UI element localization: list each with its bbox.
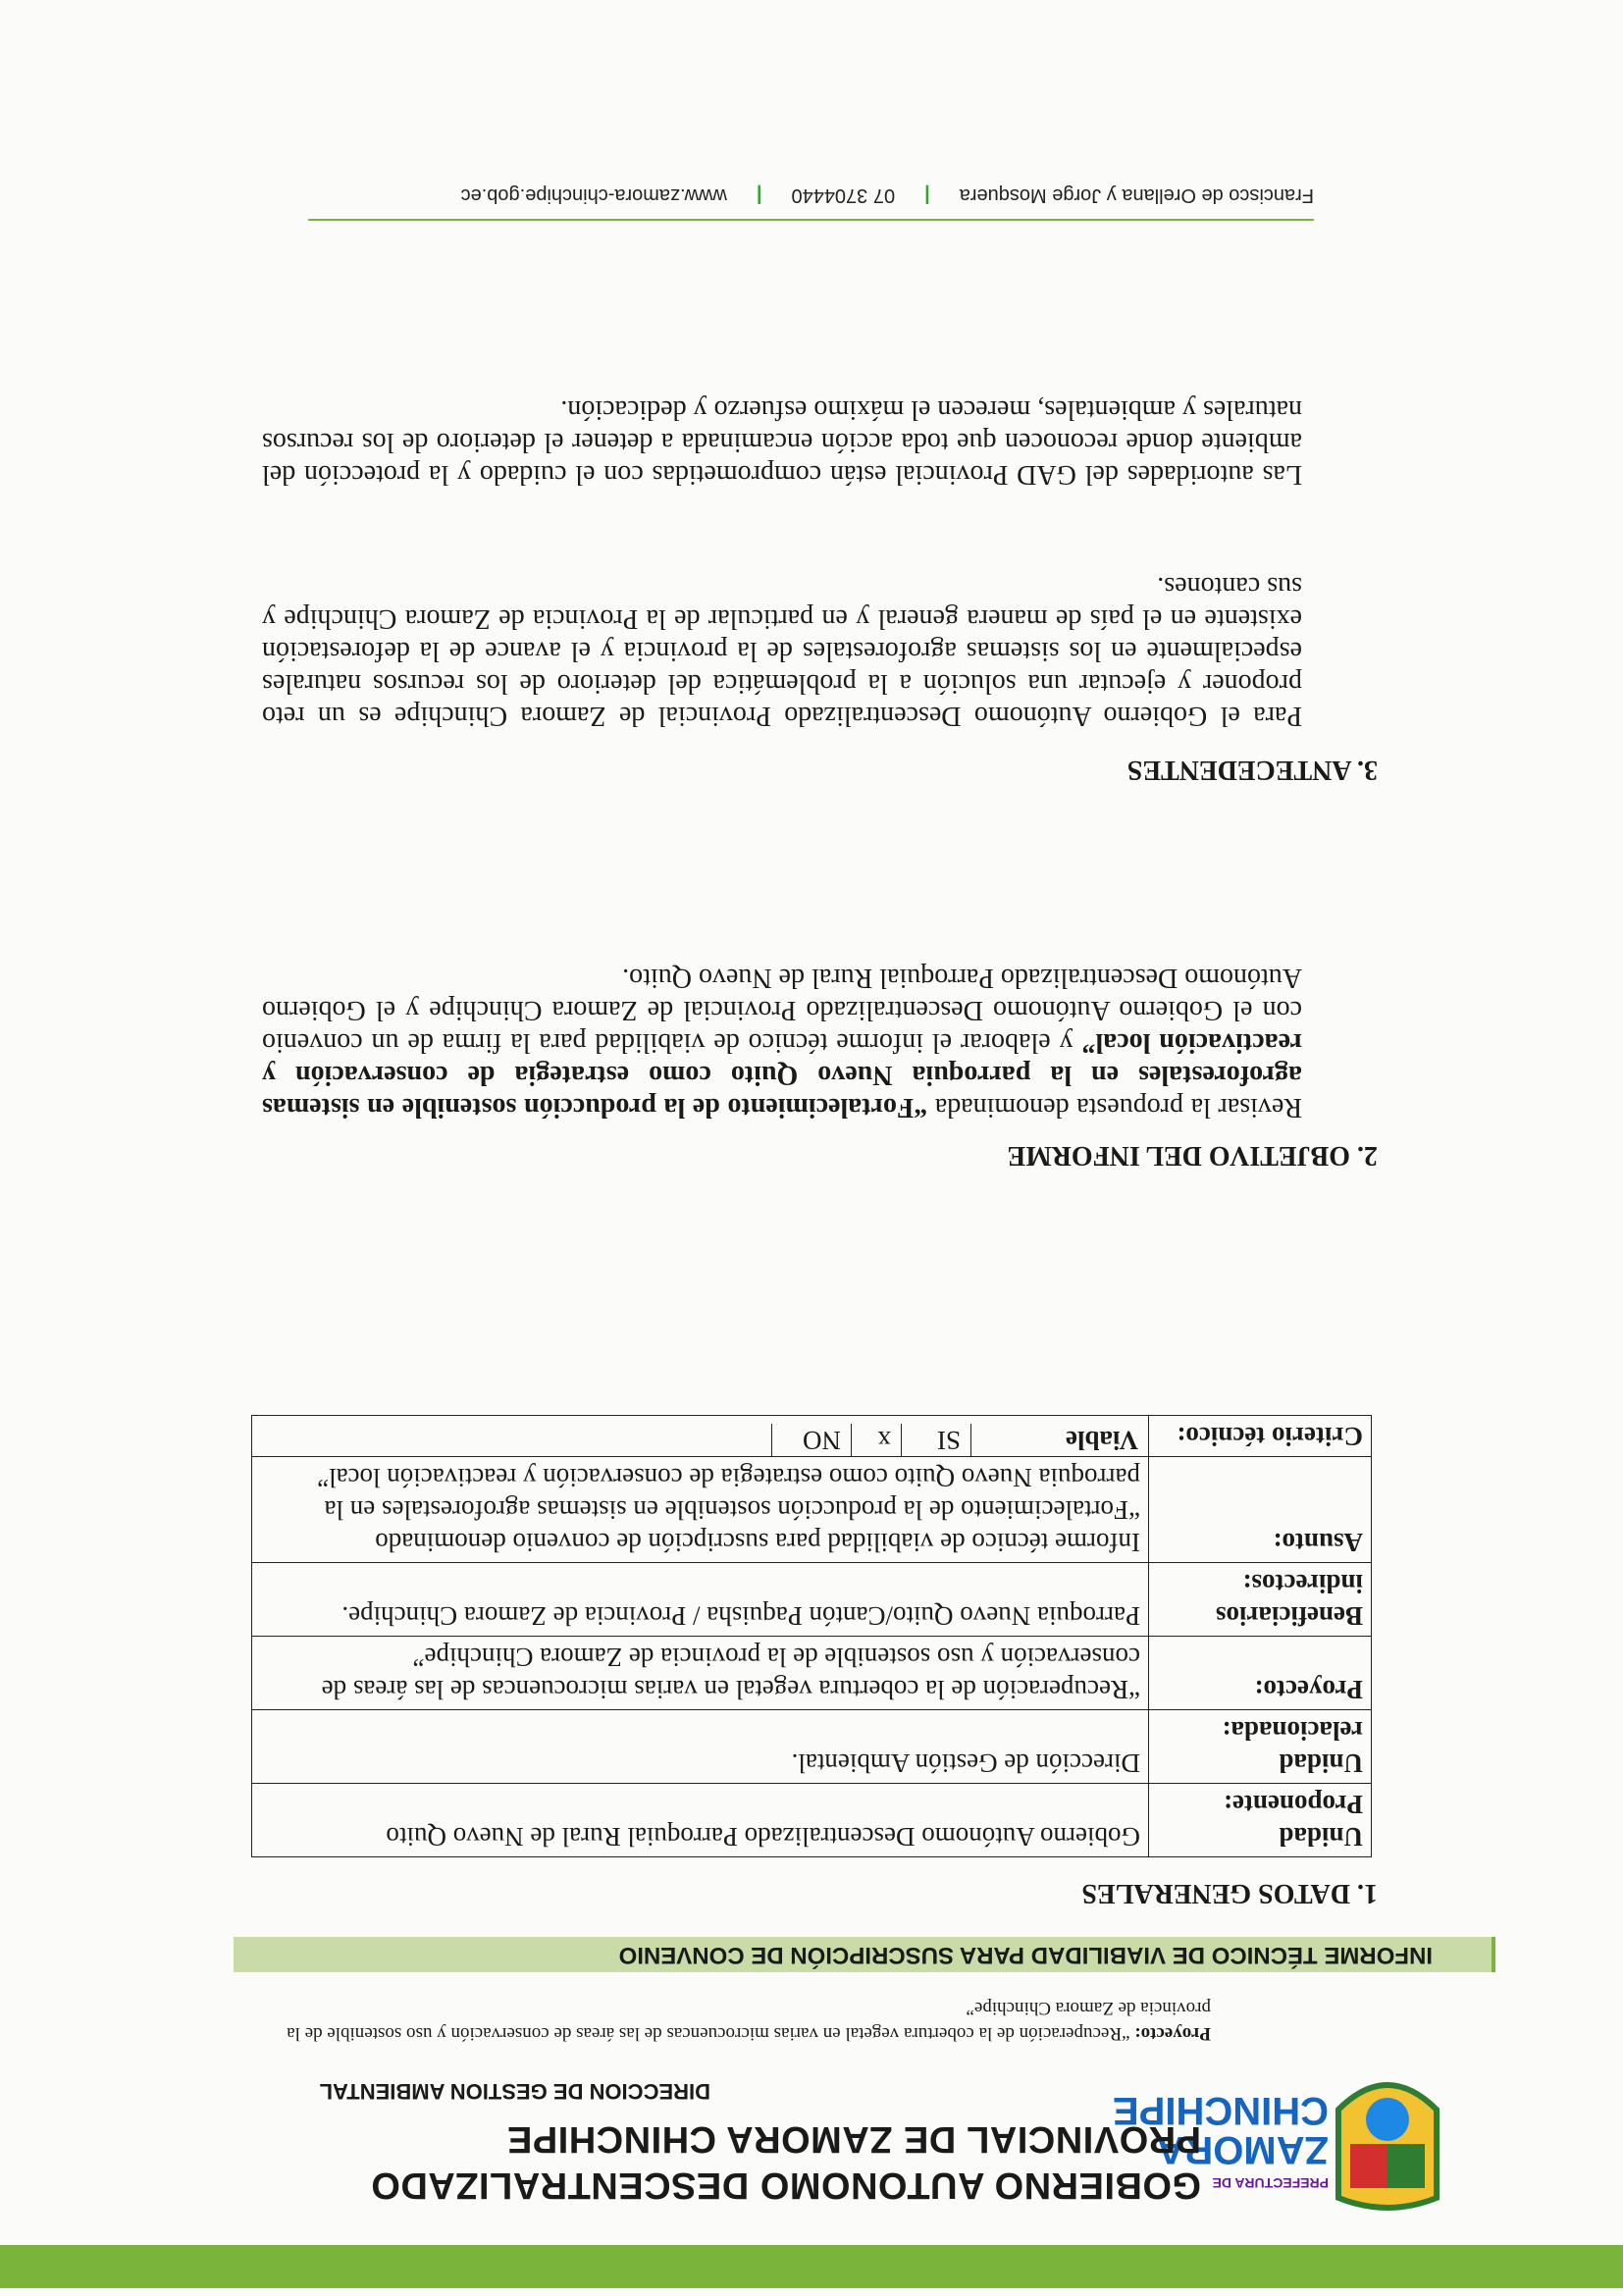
table-row xyxy=(252,1563,1372,1637)
report-banner: INFORME TÉCNICO DE VIABILIDAD PARA SUSCRIPCIÓN DE CONVENIO xyxy=(234,1937,1495,1972)
criterio-cells xyxy=(252,1416,1149,1457)
criterio-no: NO xyxy=(771,1424,852,1456)
section2-bold: “Fortalecimiento de la producción sostenible en sistemas agroforestales en la parroquia Nuevo Quito como estrategia de conservación y reactivación local” xyxy=(262,1027,1302,1122)
footer-web[interactable]: www.zamora-chinchipe.gob.ec xyxy=(460,184,727,206)
section3-paragraph-2: Las autoridades del GAD Provincial están comprometidas con el cuidado y la protección del ambiente donde reconocen que toda acción encaminada a detener el deterioro de los recursos naturales y ambientales, merecen el máximo esfuerzo y dedicación. xyxy=(262,394,1302,490)
criterio-si: SI xyxy=(902,1424,971,1456)
row-key: Unidad Proponente: xyxy=(1149,1784,1372,1857)
header-title-line2: PROVINCIAL DE ZAMORA CHINCHIPE xyxy=(506,2118,1201,2160)
table-row xyxy=(252,1637,1372,1710)
header-department: DIRECCION DE GESTION AMBIENTAL xyxy=(319,2079,710,2104)
footer xyxy=(284,183,1314,206)
criterio-mark: x xyxy=(852,1424,902,1456)
footer-address: Francisco de Orellana y Jorge Mosquera xyxy=(959,184,1314,206)
row-key: Beneficiarios indirectos: xyxy=(1149,1563,1372,1637)
row-value: Dirección de Gestión Ambiental. xyxy=(252,1710,1149,1784)
section3-paragraph-1: Para el Gobierno Autónomo Descentralizado Provincial de Zamora Chinchipe es un reto proponer y ejecutar una solución a la problemática del deterioro de los recursos naturales especialmente en los sistemas agroforestales de la provincia y el avance de la deforestación existente en el país de manera general y en particular de la Provincia de Zamora Chinchipe y sus cantones. xyxy=(262,571,1302,731)
section2-lead: Revisar la propuesta denominada xyxy=(927,1092,1302,1122)
row-key: Criterio técnico: xyxy=(1149,1416,1372,1457)
section1-heading: 1. DATOS GENERALES xyxy=(1081,1878,1378,1908)
svg-text:ZAMORA: ZAMORA xyxy=(1156,2128,1329,2171)
table-row xyxy=(252,1710,1372,1784)
header-project-label: Proyecto: xyxy=(1134,2023,1211,2044)
row-key: Proyecto: xyxy=(1149,1637,1372,1710)
row-key: Unidad relacionada: xyxy=(1149,1710,1372,1784)
row-value: Parroquia Nuevo Quito/Cantón Paquisha / Provincia de Zamora Chinchipe. xyxy=(252,1563,1149,1637)
general-data-table xyxy=(251,1415,1372,1857)
table-row xyxy=(252,1784,1372,1857)
row-key: Asunto: xyxy=(1149,1457,1372,1563)
row-value: “Recuperación de la cobertura vegetal en varias microcuencas de las áreas de conservación y uso sostenible de la provincia de Zamora Chinchipe” xyxy=(252,1637,1149,1710)
table-row xyxy=(252,1457,1372,1563)
row-value: Gobierno Autónomo Descentralizado Parroquial Rural de Nuevo Quito xyxy=(252,1784,1149,1857)
section2-paragraph xyxy=(262,962,1302,1123)
section2-heading: 2. OBJETIVO DEL INFORME xyxy=(1007,1140,1378,1171)
row-value: Informe técnico de viabilidad para suscripción de convenio denominado “Fortalecimiento de la producción sostenible en sistemas agroforestales en la parroquia Nuevo Quito como estrategia de conservación y reactivación local” xyxy=(252,1457,1149,1563)
section2-tail: y elaborar el informe técnico de viabilidad para la firma de un convenio con el Gobierno Autónomo Descentralizado Provincial de Zamora Chinchipe y el Gobierno Autónomo Descentralizado Parroquial Rural de Nuevo Quito. xyxy=(262,963,1302,1058)
footer-separator: | xyxy=(756,184,762,206)
footer-divider xyxy=(308,219,1314,221)
footer-separator: | xyxy=(924,184,930,206)
criterio-viable: Viable xyxy=(1066,1426,1138,1455)
header-title xyxy=(73,2117,1201,2206)
header-project xyxy=(269,1995,1211,2046)
svg-text:PREFECTURA DE: PREFECTURA DE xyxy=(1212,2175,1329,2191)
svg-text:CHINCHIPE: CHINCHIPE xyxy=(1112,2089,1329,2132)
table-row-criterio xyxy=(252,1416,1372,1457)
top-green-bar xyxy=(0,2245,1623,2288)
section3-heading: 3. ANTECEDENTES xyxy=(1126,755,1378,785)
header-title-line1: GOBIERNO AUTONOMO DESCENTRALIZADO xyxy=(370,2165,1201,2206)
footer-phone: 07 3704440 xyxy=(791,184,896,206)
header-project-text: “Recuperación de la cobertura vegetal en varias microcuencas de las áreas de conservación y uso sostenible de la provincia de Zamora Chinchipe” xyxy=(287,1998,1211,2044)
